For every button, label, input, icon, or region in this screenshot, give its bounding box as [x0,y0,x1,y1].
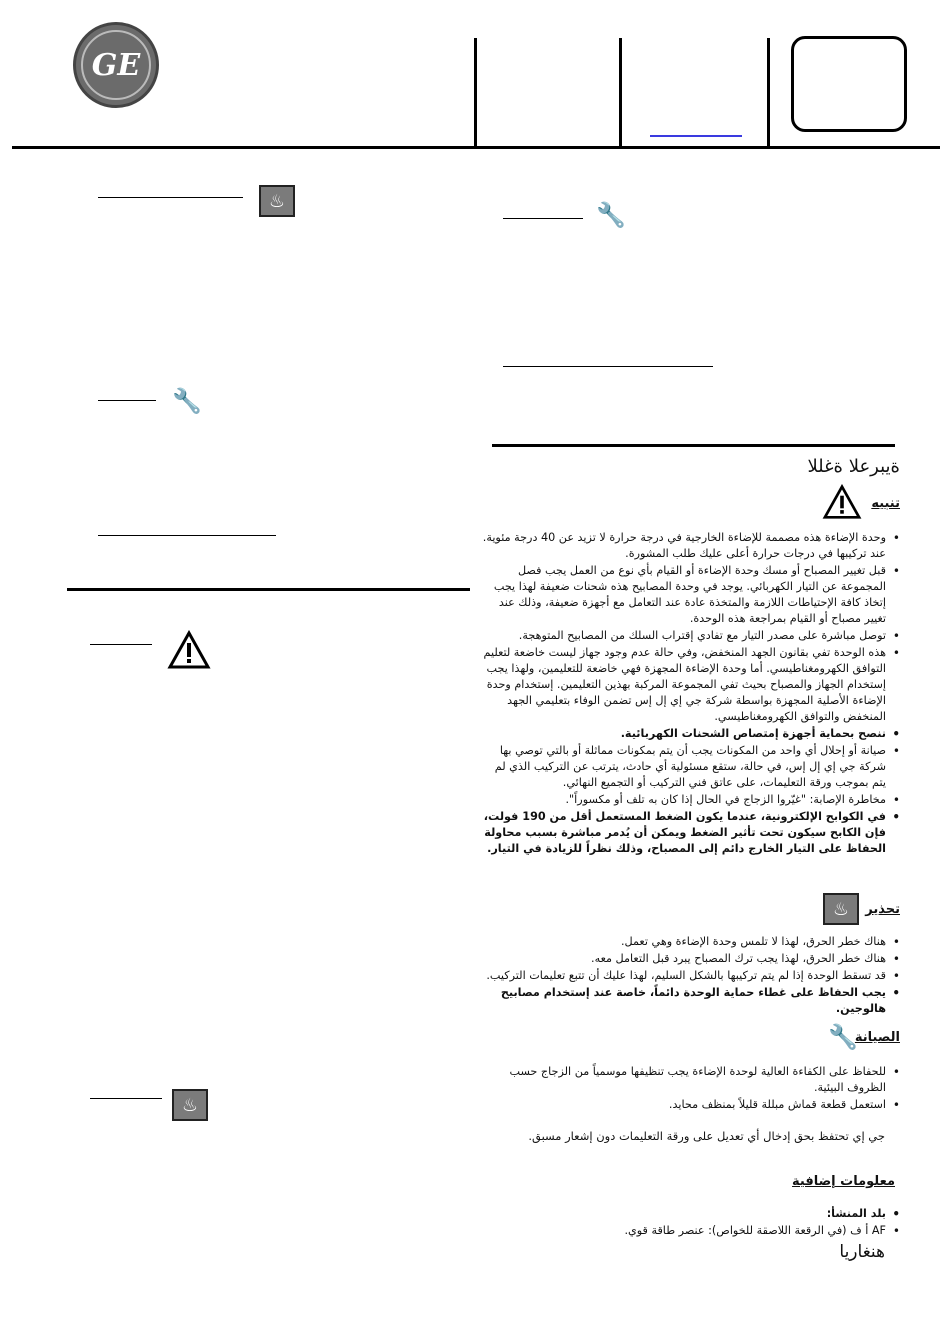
caution-heading: تنبيه [871,496,900,511]
caution-item: • ننصح بحماية أجهزة إمتصاص الشحنات الكهربائية. [480,726,900,742]
additional-list [480,1206,900,1240]
maintenance-heading: الصيانة [854,1030,900,1045]
ge-logo [73,22,159,108]
additional-item: • AF أ ف (في الرقعة اللاصقة للخواص): عنصر طاقة قوي. [480,1223,900,1239]
maintenance-item: • للحفاظ على الكفاءة العالية لوحدة الإضاءة يجب تنظيفها موسمياً من الزجاج حسب الظروف البيئية. [480,1064,900,1096]
right-heading-line [503,366,713,367]
header-rule [12,146,940,149]
header-divider [474,38,477,146]
right-heading-line [503,218,583,219]
maintenance-wrench-icon: 🔧 [172,387,202,415]
header-divider [767,38,770,146]
left-heading-line [90,1098,162,1099]
page-title: ةيبرعلا ةغللا [807,456,900,477]
maintenance-list [480,1064,900,1114]
caution-item: • مخاطرة الإصابة: "غيّروا الزجاج في الحال إذا كان به تلف أو مكسوراً". [480,792,900,808]
caution-item: • وحدة الإضاءة هذه مصممة للإضاءة الخارجية في درجة حرارة لا تزيد عن 40 درجة مئوية. عند تركيبها في درجات حرارة أعلى عليك طلب المشورة. [480,530,900,562]
header-link[interactable] [650,135,742,137]
left-heading-line [98,197,243,198]
left-heading-line [90,644,152,645]
warning-list [480,934,900,1018]
country-of-origin: هنغاريا [839,1242,885,1262]
caution-item: • قبل تغيير المصباح أو مسك وحدة الإضاءة أو القيام بأي نوع من العمل يجب فصل المجموعة عن التيار الكهربائي. يوجد في وحدة المصابيح هذه شحنات ضعيفة لهذا يجب إتخاذ كافة الإحتياطات اللازمة والمتخذة عادة عند التعامل مع أجهزة ضعيفة، وذلك عند تغيير مصباح أو القيام بمراجعة هذه الوحدة. [480,563,900,627]
rights-notice: جي إي تحتفظ بحق إدخال أي تعديل على ورقة التعليمات دون إشعار مسبق. [528,1129,885,1143]
hot-surface-icon: ♨ [823,893,859,925]
warning-triangle-icon [167,630,211,670]
header-divider [619,38,622,146]
left-heading-line [98,535,276,536]
hot-surface-icon: ♨ [259,185,295,217]
caution-item: • هذه الوحدة تفي بقانون الجهد المنخفض، وفي حالة عدم وجود جهاز ليست خاضعة لتعليم التوافق الكهرومغناطيسي. أما وحدة الإضاءة المجهزة فهي خاضعة للتعليمين، ولهذا يجب إستخدام الجهاز والمصباح بحيث تفي المجموعة المركبة بهذين التعليمين. إستخدام وحدة الإضاءة الأصلية المجهزة بواسطة شركة جي إي إل إس تضمن الوفاء بتعليمي الجهد المنخفض والتوافق الكهرومغناطيسي. [480,645,900,725]
warning-item: • هناك خطر الحرق، لهذا يجب ترك المصباح يبرد قبل التعامل معه. [480,951,900,967]
hot-surface-icon: ♨ [172,1089,208,1121]
header-box [791,36,907,132]
caution-item: • في الكوابح الإلكترونية، عندما يكون الضغط المستعمل أقل من 190 فولت، فإن الكابح سيكون تحت تأثير الضغط ويمكن أن يُدمر مباشرة بسبب محاولة الحفاظ على التيار الخارج دائم إلى المصباح، وذلك نظراً للزيادة في التيار. [480,809,900,857]
warning-heading: تحذير [865,902,900,917]
caution-item: • توصل مباشرة على مصدر التيار مع تفادي إقتراب السلك من المصابيح المتوهجة. [480,628,900,644]
left-section-rule [67,588,470,591]
maintenance-wrench-icon: 🔧 [596,201,626,229]
warning-item: • يجب الحفاظ على غطاء حماية الوحدة دائماً، خاصة عند إستخدام مصابيح هالوجين. [480,985,900,1017]
left-heading-line [98,400,156,401]
caution-list [480,530,900,858]
maintenance-wrench-icon: 🔧 [828,1023,858,1051]
ge-logo-text: GE [81,30,151,100]
warning-item: • قد تسقط الوحدة إذا لم يتم تركيبها بالشكل السليم، لهذا عليك أن تتبع تعليمات التركيب. [480,968,900,984]
additional-item: • بلد المنشأ: [480,1206,900,1222]
additional-heading: معلومات إضافية [792,1174,895,1189]
caution-item: • صيانة أو إحلال أي واحد من المكونات يجب أن يتم بمكونات مماثلة أو بالتي توصي بها شركة جي إي إل إس، في حالة، ستقع مسئولية أي حادث، يترتب عن التركيب الذي لم يتم بموجب ورقة التعليمات، على عاتق فني التركيب أو التجميع النهائي. [480,743,900,791]
maintenance-item: • استعمل قطعة قماش مبللة قليلاً بمنظف محايد. [480,1097,900,1113]
right-section-rule [492,444,895,447]
warning-item: • هناك خطر الحرق، لهذا لا تلمس وحدة الإضاءة وهي تعمل. [480,934,900,950]
